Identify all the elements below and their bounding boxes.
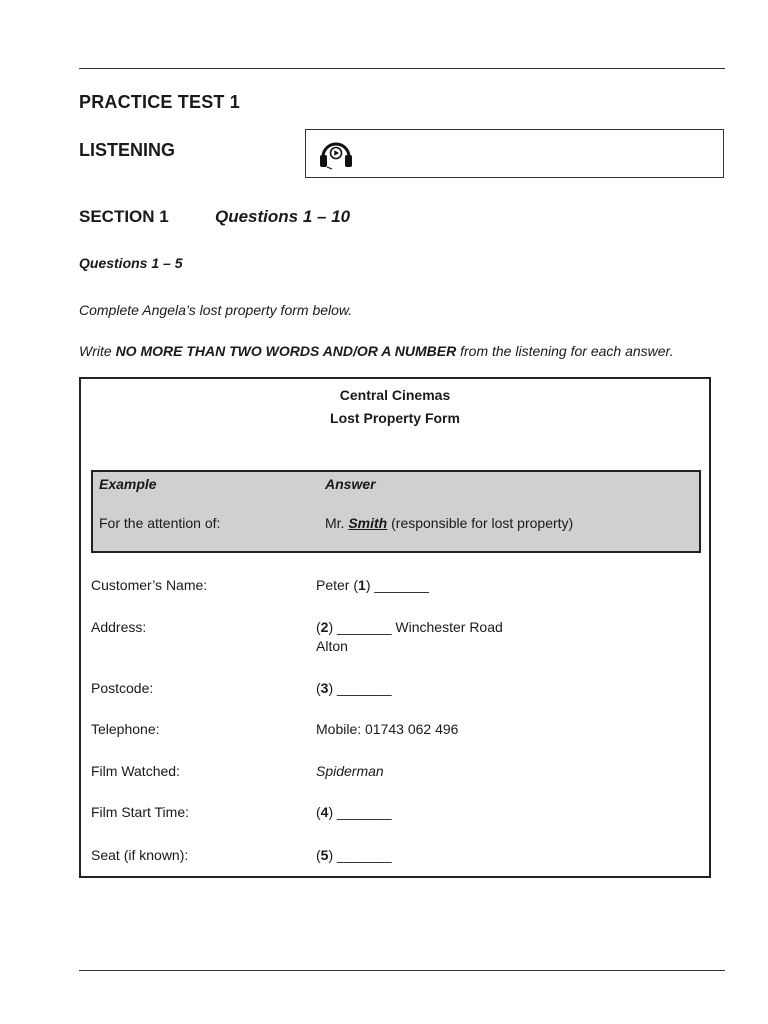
question-number: 5 xyxy=(320,847,329,863)
headphones-play-icon[interactable] xyxy=(318,137,354,171)
row-pre: ( xyxy=(316,847,321,863)
listening-heading: LISTENING xyxy=(79,140,176,160)
answer-blank[interactable]: ) _______ xyxy=(328,680,392,696)
answer-header: Answer xyxy=(325,476,376,492)
example-value-post: (responsible for lost property) xyxy=(387,515,574,531)
example-box xyxy=(91,470,701,553)
form-title-cinema: Central Cinemas xyxy=(339,387,451,403)
question-number: 2 xyxy=(320,619,329,635)
bottom-rule xyxy=(79,970,725,971)
instruction-bold: NO MORE THAN TWO WORDS AND/OR A NUMBER xyxy=(115,343,457,359)
top-rule xyxy=(79,68,725,69)
row-pre: Peter ( xyxy=(316,577,359,593)
film-title: Spiderman xyxy=(316,763,384,779)
row-pre: ( xyxy=(316,804,321,820)
row-value-address xyxy=(316,618,503,656)
answer-blank[interactable]: ) _______ xyxy=(328,804,392,820)
page-title: PRACTICE TEST 1 xyxy=(79,92,241,112)
row-label-film-watched: Film Watched: xyxy=(91,763,180,779)
row-label-telephone: Telephone: xyxy=(91,721,160,737)
answer-blank[interactable]: ) _______ Winchester Road xyxy=(328,619,503,635)
instruction-line-2 xyxy=(79,343,674,359)
lost-property-form xyxy=(79,377,711,878)
form-title-form: Lost Property Form xyxy=(330,410,460,426)
example-header: Example xyxy=(99,476,157,492)
row-value-customer-name xyxy=(316,576,429,595)
row-value-film-start-time xyxy=(316,803,392,822)
instruction-post: from the listening for each answer. xyxy=(456,343,674,359)
row-value-telephone: Mobile: 01743 062 496 xyxy=(316,721,459,737)
question-number: 1 xyxy=(358,577,366,593)
row-value-film-watched xyxy=(316,762,384,781)
row-pre: ( xyxy=(316,680,321,696)
row-label-seat: Seat (if known): xyxy=(91,847,189,863)
instruction-pre: Write xyxy=(79,343,116,359)
row-label-customer-name: Customer’s Name: xyxy=(91,577,208,593)
audio-player-box[interactable] xyxy=(305,129,724,178)
row-pre: ( xyxy=(316,619,321,635)
section-heading: SECTION 1 xyxy=(79,207,169,226)
answer-blank[interactable]: ) _______ xyxy=(365,577,429,593)
row-label-address: Address: xyxy=(91,619,147,635)
sub-questions-heading: Questions 1 – 5 xyxy=(79,255,183,271)
example-value-name: Smith xyxy=(348,515,388,531)
section-questions: Questions 1 – 10 xyxy=(215,207,351,226)
example-value-pre: Mr. xyxy=(325,515,349,531)
row-value-postcode xyxy=(316,679,392,698)
question-number: 3 xyxy=(320,680,329,696)
answer-blank[interactable]: ) _______ xyxy=(328,847,392,863)
row-label-postcode: Postcode: xyxy=(91,680,154,696)
row-value-seat xyxy=(316,846,392,865)
instruction-line-1: Complete Angela’s lost property form below. xyxy=(79,302,353,318)
question-number: 4 xyxy=(320,804,329,820)
address-town: Alton xyxy=(316,638,348,654)
example-value xyxy=(325,515,573,531)
example-label: For the attention of: xyxy=(99,515,221,531)
row-label-film-start-time: Film Start Time: xyxy=(91,804,190,820)
